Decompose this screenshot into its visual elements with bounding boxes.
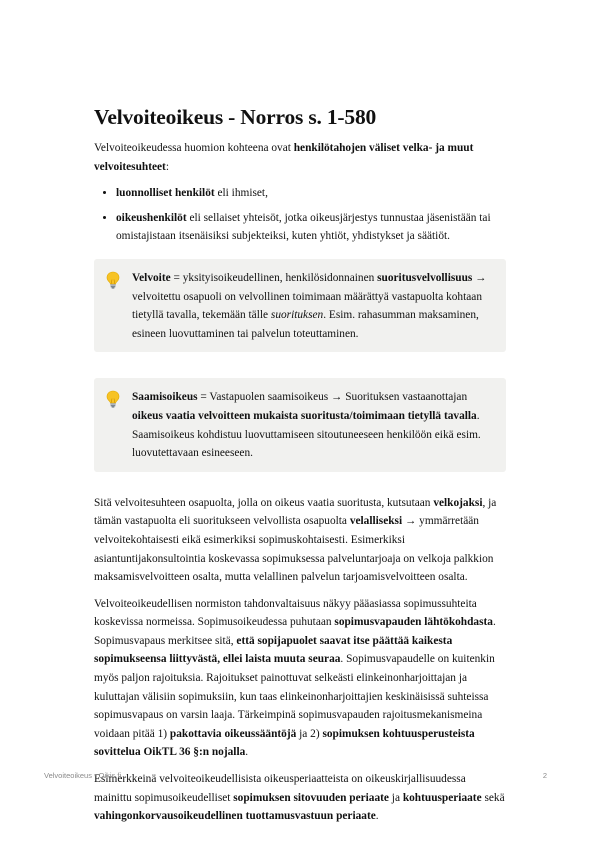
text-run: Velvoiteoikeudessa huomion kohteena ovat	[94, 142, 294, 154]
bold-run: Saamisoikeus	[132, 391, 198, 404]
callout-velvoite	[94, 259, 506, 352]
bold-run: sopimuksen sitovuuden periaate	[233, 791, 389, 804]
paragraph-sopimusvapaus	[94, 595, 506, 762]
text-run: → velvoitettu osapuoli on velvollinen toimimaan määrättyä vastapuolta kohtaan tietyllä tavalla, tekemään tälle	[132, 271, 487, 322]
bold-run: luonnolliset henkilöt	[116, 187, 215, 200]
text-run: . Saamisoikeus kohdistuu luovuttamiseen sitoutuneeseen henkilöön eikä esim. luovutettavaan esineeseen.	[132, 409, 481, 460]
bold-run: sopimusvapauden lähtökohdasta	[334, 616, 493, 629]
text-run: eli sellaiset yhteisöt, jotka oikeusjärjestys tunnustaa jäsenistään tai omistajistaan itsenäisiksi subjekteiksi, kuten yhtiöt, yhdistykset ja säätiöt.	[116, 211, 491, 243]
lightbulb-icon	[106, 271, 120, 289]
bold-run: oikeushenkilöt	[116, 211, 187, 224]
text-run: ja 2)	[296, 727, 323, 740]
bold-run: sopimuksen kohtuusperusteista sovittelua OikTL 36 §:n nojalla	[94, 727, 475, 759]
text-run: , ja tämän vastapuolta eli suoritukseen velvollista osapuolta	[94, 496, 497, 528]
bold-run: pakottavia oikeussääntöjä	[169, 727, 297, 740]
bold-run: suoritusvelvollisuus	[377, 271, 473, 284]
paragraph-velkoja	[94, 494, 506, 587]
text-run: . Sopimusvapaudelle on kuitenkin myös paljon rajoituksia. Rajoitukset painottuvat selkeästi elinkeinonharjoittajan ja kuluttajan välisiin sopimuksiin, kun taas elinkeinonharjoittajien keskinäisissä suhteissa sopimusvapaus on varsin laaja. Tärkeimpinä sopimusvapauden rajoitusmekanismeina voidaan pitää 1)	[94, 653, 495, 740]
text-run: Sitä velvoitesuhteen osapuolta, jolla on oikeus vaatia suoritusta, kutsutaan	[94, 496, 434, 509]
callout-saamisoikeus	[94, 378, 506, 471]
text-run: :	[165, 160, 169, 173]
bullet-list	[94, 184, 506, 246]
text-run: ja	[388, 791, 403, 804]
page-footer	[44, 771, 547, 780]
footer-source: Velvoiteoikeus - Oikis.fi	[44, 771, 122, 780]
bold-run: velalliseksi	[349, 515, 403, 528]
bold-run: oikeus vaatia velvoitteen mukaista suoritusta/toimimaan tietyllä tavalla	[132, 409, 477, 422]
document-page	[94, 104, 506, 826]
text-run: .	[245, 746, 249, 759]
text-run: → ymmärretään velvoitekohtaisesti eikä esimerkiksi sopimuskohtaisesti. Esimerkiksi asiantuntijakonsultointia koskevassa sopimuksessa palveluntarjoaja on velkoja palkkion maksamisvelvoitteen osalta, mutta velallinen palvelun tarjoamisvelvoitteen osalta.	[94, 515, 494, 584]
lightbulb-icon	[106, 390, 120, 408]
text-run: sekä	[481, 791, 505, 804]
text-run: Esimerkkeinä velvoiteoikeudellisista oikeusperiaatteista on oikeuskirjallisuudessa mainittu sopimusoikeudelliset	[94, 773, 466, 804]
bold-run: että sopijapuolet saavat itse päättää kaikesta sopimukseensa liittyvästä, ellei laista muuta seuraa	[94, 634, 453, 666]
text-run: = yksityisoikeudellinen, henkilösidonnainen	[170, 271, 378, 284]
text-run: . Sopimusvapaus merkitsee sitä,	[94, 616, 496, 647]
bold-run: vahingonkorvausoikeudellinen tuottamusvastuun periaate	[94, 810, 376, 823]
bold-run: kohtuusperiaate	[402, 791, 482, 804]
text-run: .	[375, 810, 379, 823]
italic-run: suorituksen	[270, 309, 324, 322]
text-run: = Vastapuolen saamisoikeus → Suorituksen vastaanottajan	[197, 391, 468, 404]
bold-run: Velvoite	[132, 271, 171, 284]
bold-run: henkilötahojen väliset velka- ja muut velvoitesuhteet	[94, 142, 474, 173]
text-run: . Esim. rahasumman maksaminen, esineen luovuttaminen tai palvelun toteuttaminen.	[132, 309, 479, 340]
text-run: eli ihmiset,	[214, 187, 268, 200]
intro-paragraph	[94, 139, 506, 176]
bold-run: velkojaksi	[433, 496, 483, 509]
list-item	[116, 184, 506, 203]
text-run: Velvoiteoikeudellisen normiston tahdonvaltaisuus näkyy pääasiassa sopimussuhteita koskevissa normeissa. Sopimusoikeudessa puhutaan	[94, 597, 477, 629]
page-number: 2	[542, 771, 547, 780]
page-title: Velvoiteoikeus - Norros s. 1-580	[94, 105, 377, 129]
list-item	[116, 209, 506, 246]
